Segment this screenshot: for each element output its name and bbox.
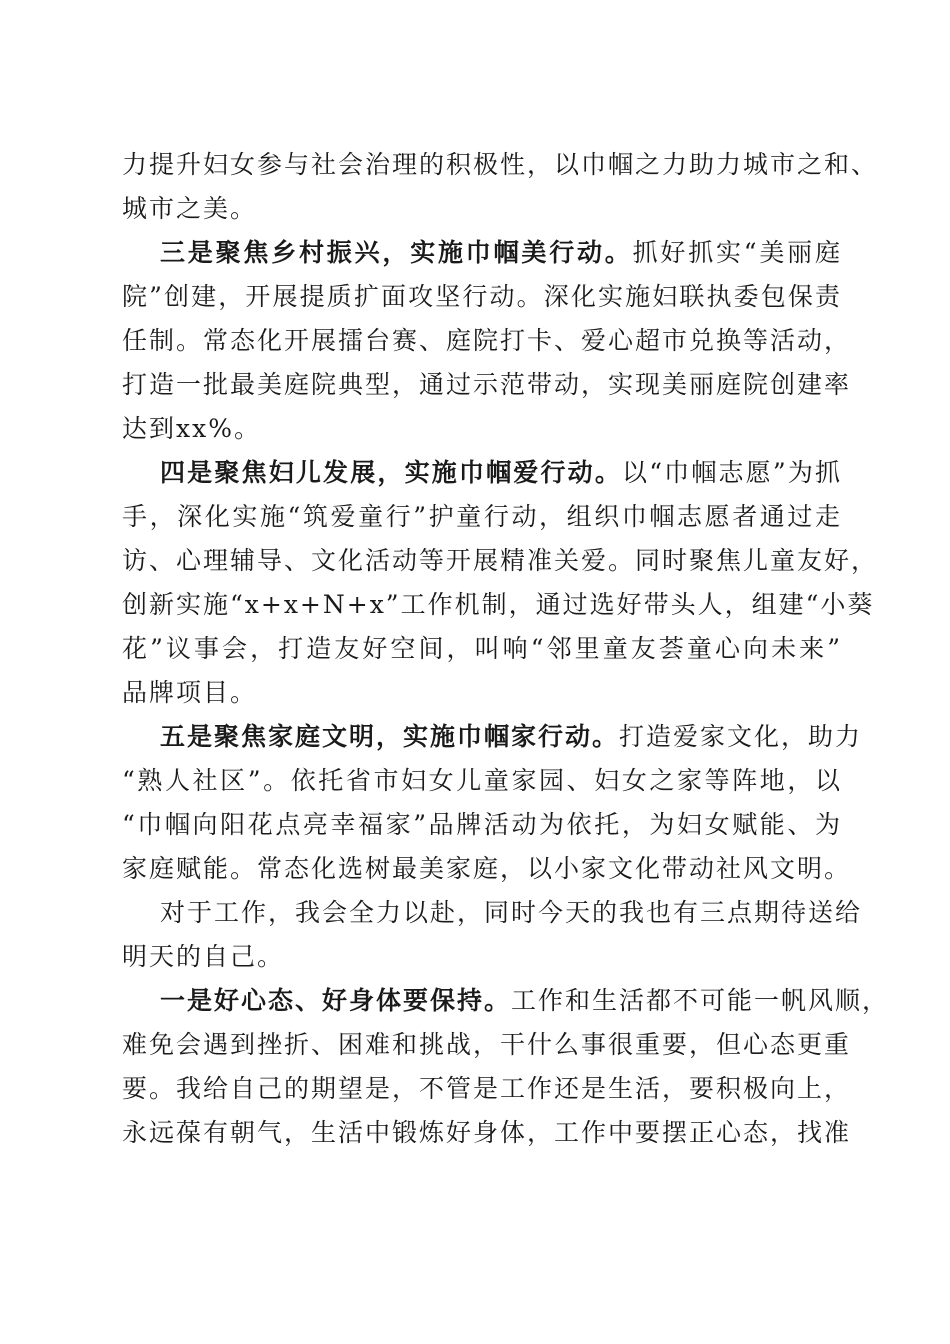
paragraph-heading-line: 四是聚焦妇儿发展，实施巾帼爱行动。以“巾帼志愿”为抓 [160,458,842,487]
text-line: 打造一批最美庭院典型，通过示范带动，实现美丽庭院创建率 [122,370,852,399]
text-line: 对于工作，我会全力以赴，同时今天的我也有三点期待送给 [160,898,863,927]
text-line: 创新实施“x+x+N+x”工作机制，通过选好带头人，组建“小葵 [122,590,875,619]
text-line: 访、心理辅导、文化活动等开展精准关爱。同时聚焦儿童友好， [122,546,879,575]
paragraph-heading-line: 三是聚焦乡村振兴，实施巾帼美行动。抓好抓实“美丽庭 [160,238,842,267]
text-line: 达到xx%。 [122,414,261,443]
text-line: 院”创建，开展提质扩面攻坚行动。深化实施妇联执委包保责 [122,282,842,311]
text-line: 任制。常态化开展擂台赛、庭院打卡、爱心超市兑换等活动， [122,326,852,355]
text-line: 花”议事会，打造友好空间，叫响“邻里童友荟童心向未来” [122,634,842,663]
paragraph-lead: 三是聚焦乡村振兴，实施巾帼美行动。 [160,238,633,267]
paragraph-heading-line: 五是聚焦家庭文明，实施巾帼家行动。打造爱家文化，助力 [160,722,863,751]
text-line: “熟人社区”。依托省市妇女儿童家园、妇女之家等阵地，以 [122,766,842,795]
text-line: 品牌项目。 [122,678,258,707]
text-line: 要。我给自己的期望是，不管是工作还是生活，要积极向上， [122,1074,852,1103]
text-line: “巾帼向阳花点亮幸福家”品牌活动为依托，为妇女赋能、为 [122,810,842,839]
paragraph-lead: 一是好心态、好身体要保持。 [160,986,512,1015]
paragraph-lead: 五是聚焦家庭文明，实施巾帼家行动。 [160,722,620,751]
text-line: 明天的自己。 [122,942,285,971]
paragraph-heading-line: 一是好心态、好身体要保持。工作和生活都不可能一帆风顺， [160,986,890,1015]
text-line: 城市之美。 [122,194,258,223]
text-line: 家庭赋能。常态化选树最美家庭，以小家文化带动社风文明。 [122,854,852,883]
text-line: 力提升妇女参与社会治理的积极性，以巾帼之力助力城市之和、 [122,150,879,179]
text-line: 难免会遇到挫折、困难和挑战，干什么事很重要，但心态更重 [122,1030,852,1059]
paragraph-lead: 四是聚焦妇儿发展，实施巾帼爱行动。 [160,458,623,487]
text-line: 手，深化实施“筑爱童行”护童行动，组织巾帼志愿者通过走 [122,502,842,531]
text-line: 永远葆有朝气，生活中锻炼好身体，工作中要摆正心态，找准 [122,1118,852,1147]
